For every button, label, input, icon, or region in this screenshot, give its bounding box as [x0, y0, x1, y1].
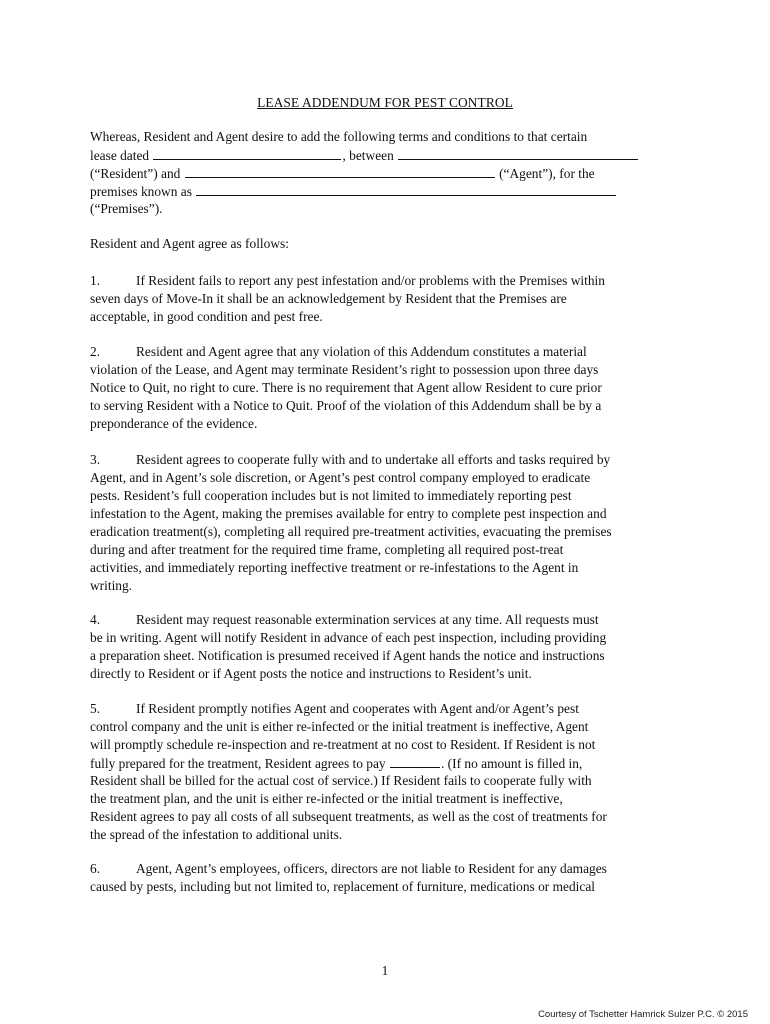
clause-number: 5.	[90, 701, 101, 716]
clause-text: pests. Resident’s full cooperation includes but is not limited to immediately reporting pest	[90, 488, 572, 503]
clause-text: If Resident fails to report any pest infestation and/or problems with the Premises within	[136, 273, 605, 288]
amount-field[interactable]	[390, 754, 440, 768]
clause-3	[90, 451, 690, 595]
clause-6	[90, 860, 690, 896]
intro-paragraph	[90, 128, 690, 218]
courtesy-footer: Courtesy of Tschetter Hamrick Sulzer P.C. © 2015	[538, 1009, 748, 1020]
intro-line-1: Whereas, Resident and Agent desire to add the following terms and conditions to that certain	[90, 129, 588, 144]
clause-text: Notice to Quit, no right to cure. There is no requirement that Agent allow Resident to cure prior	[90, 380, 602, 395]
clause-text: Agent, and in Agent’s sole discretion, or Agent’s pest control company employed to eradicate	[90, 470, 591, 485]
clause-text: during and after treatment for the required time frame, completing all required post-treat	[90, 542, 564, 557]
resident-name-field[interactable]	[398, 146, 638, 160]
intro-line-5: (“Premises”).	[90, 201, 163, 216]
clause-text: activities, and immediately reporting ineffective treatment or re-infestations to the Agent in	[90, 560, 579, 575]
document-title: LEASE ADDENDUM FOR PEST CONTROL	[257, 95, 513, 110]
page-number: 1	[381, 963, 389, 978]
clause-text: writing.	[90, 578, 133, 593]
intro-line-2	[90, 146, 690, 164]
clause-text: infestation to the Agent, making the premises available for entry to complete pest inspection and	[90, 506, 607, 521]
clause-text: caused by pests, including but not limited to, replacement of furniture, medications or medical	[90, 879, 595, 894]
clause-text: the spread of the infestation to additional units.	[90, 827, 343, 842]
clause-2	[90, 343, 690, 433]
clause-text: be in writing. Agent will notify Resident in advance of each pest inspection, including providing	[90, 630, 607, 645]
clause-text: Resident and Agent agree that any violation of this Addendum constitutes a material	[136, 344, 587, 359]
agent-for-label: (“Agent”), for the	[499, 166, 595, 181]
agent-name-field[interactable]	[185, 164, 495, 178]
clause-text: acceptable, in good condition and pest free.	[90, 309, 323, 324]
clause-1	[90, 272, 690, 326]
clause-number: 6.	[90, 861, 101, 876]
clause-text: a preparation sheet. Notification is presumed received if Agent hands the notice and instructions	[90, 648, 605, 663]
resident-and-label: (“Resident”) and	[90, 166, 181, 181]
clause-text: Agent, Agent’s employees, officers, directors are not liable to Resident for any damages	[136, 861, 607, 876]
clause-text: Resident agrees to pay all costs of all subsequent treatments, as well as the cost of treatments for	[90, 809, 607, 824]
clause-text: . (If no amount is filled in,	[440, 756, 583, 771]
clause-text: Resident may request reasonable extermination services at any time. All requests must	[136, 612, 599, 627]
clause-text: violation of the Lease, and Agent may terminate Resident’s right to possession upon three days	[90, 362, 599, 377]
between-label: , between	[342, 148, 394, 163]
intro-line-3	[90, 164, 690, 182]
premises-address-field[interactable]	[196, 182, 616, 196]
clause-text: seven days of Move-In it shall be an acknowledgement by Resident that the Premises are	[90, 291, 567, 306]
clause-text: If Resident promptly notifies Agent and cooperates with Agent and/or Agent’s pest	[136, 701, 579, 716]
clause-text: to serving Resident with a Notice to Quit. Proof of the violation of this Addendum shall be by a	[90, 398, 602, 413]
lease-dated-label: lease dated	[90, 148, 150, 163]
clause-5	[90, 700, 690, 844]
clause-text: Resident agrees to cooperate fully with and to undertake all efforts and tasks required by	[136, 452, 611, 467]
clause-number: 1.	[90, 273, 101, 288]
clause-text: fully prepared for the treatment, Resident agrees to pay	[90, 756, 386, 771]
clause-text: control company and the unit is either re-infected or the initial treatment is ineffective, Agent	[90, 719, 589, 734]
agree-intro: Resident and Agent agree as follows:	[90, 236, 289, 251]
clause-text: preponderance of the evidence.	[90, 416, 258, 431]
premises-known-label: premises known as	[90, 184, 192, 199]
lease-date-field[interactable]	[153, 146, 341, 160]
clause-text: directly to Resident or if Agent posts the notice and instructions to Resident’s unit.	[90, 666, 532, 681]
clause-text: Resident shall be billed for the actual cost of service.) If Resident fails to cooperate fully with	[90, 773, 592, 788]
clause-number: 2.	[90, 344, 101, 359]
clause-text: the treatment plan, and the unit is either re-infected or the initial treatment is ineffective,	[90, 791, 563, 806]
intro-line-4	[90, 182, 690, 200]
clause-text: will promptly schedule re-inspection and re-treatment at no cost to Resident. If Resident is not	[90, 737, 596, 752]
clause-text: eradication treatment(s), completing all required pre-treatment activities, evacuating the premises	[90, 524, 612, 539]
clause-number: 4.	[90, 612, 101, 627]
clause-4	[90, 611, 690, 683]
clause-number: 3.	[90, 452, 101, 467]
